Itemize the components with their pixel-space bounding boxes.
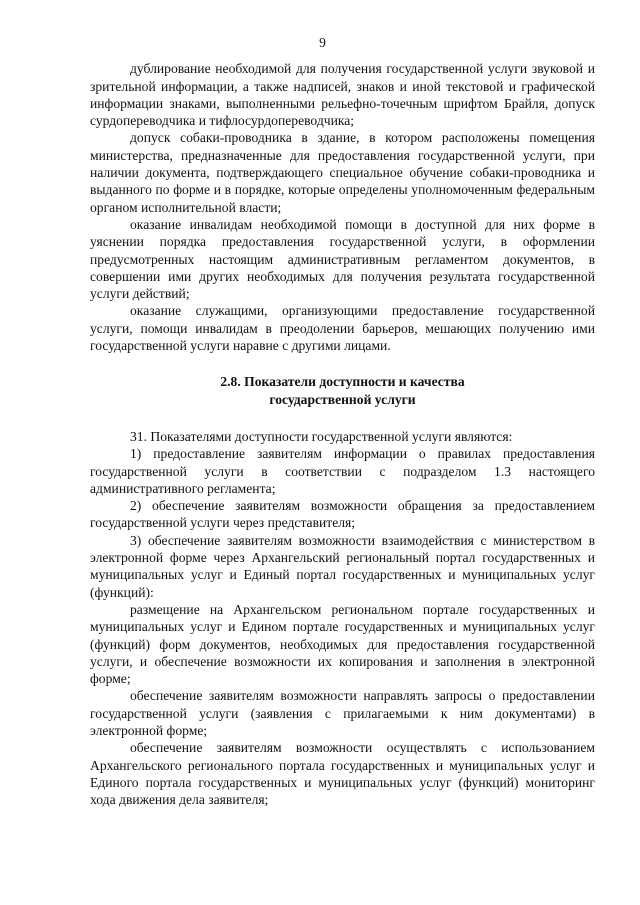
paragraph: 2) обеспечение заявителям возможности обращения за предоставлением государственной услуги через представителя; [90, 498, 595, 531]
section-heading [90, 373, 595, 408]
paragraph: 1) предоставление заявителям информации о правилах предоставления государственной услуги в соответствии с подразделом 1.3 настоящего административного регламента; [90, 446, 595, 496]
paragraph: обеспечение заявителям возможности направлять запросы о предоставлении государственной услуги (заявления с прилагаемыми к ним документами) в электронной форме; [90, 688, 595, 738]
section-heading-line: государственной услуги [269, 391, 416, 407]
paragraph: допуск собаки-проводника в здание, в котором расположены помещения министерства, предназначенные для предоставления государственной услуги, при наличии документа, подтверждающего специальное обучение собаки-проводника и выданного по форме и в порядке, которые определены уполномоченным федеральным органом исполнительной власти; [90, 130, 595, 215]
paragraph: оказание инвалидам необходимой помощи в доступной для них форме в уяснении порядка предоставления государственной услуги, в оформлении предусмотренных настоящим административным регламентом документов, в совершении ими других необходимых для получения результата государственной услуги действий; [90, 216, 595, 302]
page-number: 9 [319, 35, 326, 50]
paragraph: 3) обеспечение заявителям возможности взаимодействия с министерством в электронной форме через Архангельский региональный портал государственных и муниципальных услуг и Единый портал государственных и муниципальных услуг (функций): [90, 532, 595, 600]
paragraph: размещение на Архангельском региональном портале государственных и муниципальных услуг и Едином портале государственных и муниципальных услуг (функций) форм документов, необходимых для предоставления государственной услуги, и обеспечение возможности их копирования и заполнения в электронной форме; [90, 601, 595, 687]
paragraph: 31. Показателями доступности государственной услуги являются: [130, 428, 513, 444]
paragraph: оказание служащими, организующими предоставление государственной услуги, помощи инвалидам в преодолении барьеров, мешающих получению ими государственной услуги наравне с другими лицами. [90, 303, 595, 354]
paragraph: обеспечение заявителям возможности осуществлять с использованием Архангельского регионального портала государственных и муниципальных услуг и Единого портала государственных и муниципальных услуг (функций) мониторинг хода движения дела заявителя; [90, 740, 595, 808]
section-heading-line: 2.8. Показатели доступности и качества [220, 374, 465, 390]
paragraph: дублирование необходимой для получения государственной услуги звуковой и зрительной информации, а также надписей, знаков и иной текстовой и графической информации знаками, выполненными рельефно-точечным шрифтом Брайля, допуск сурдопереводчика и тифлосурдопереводчика; [90, 61, 595, 129]
